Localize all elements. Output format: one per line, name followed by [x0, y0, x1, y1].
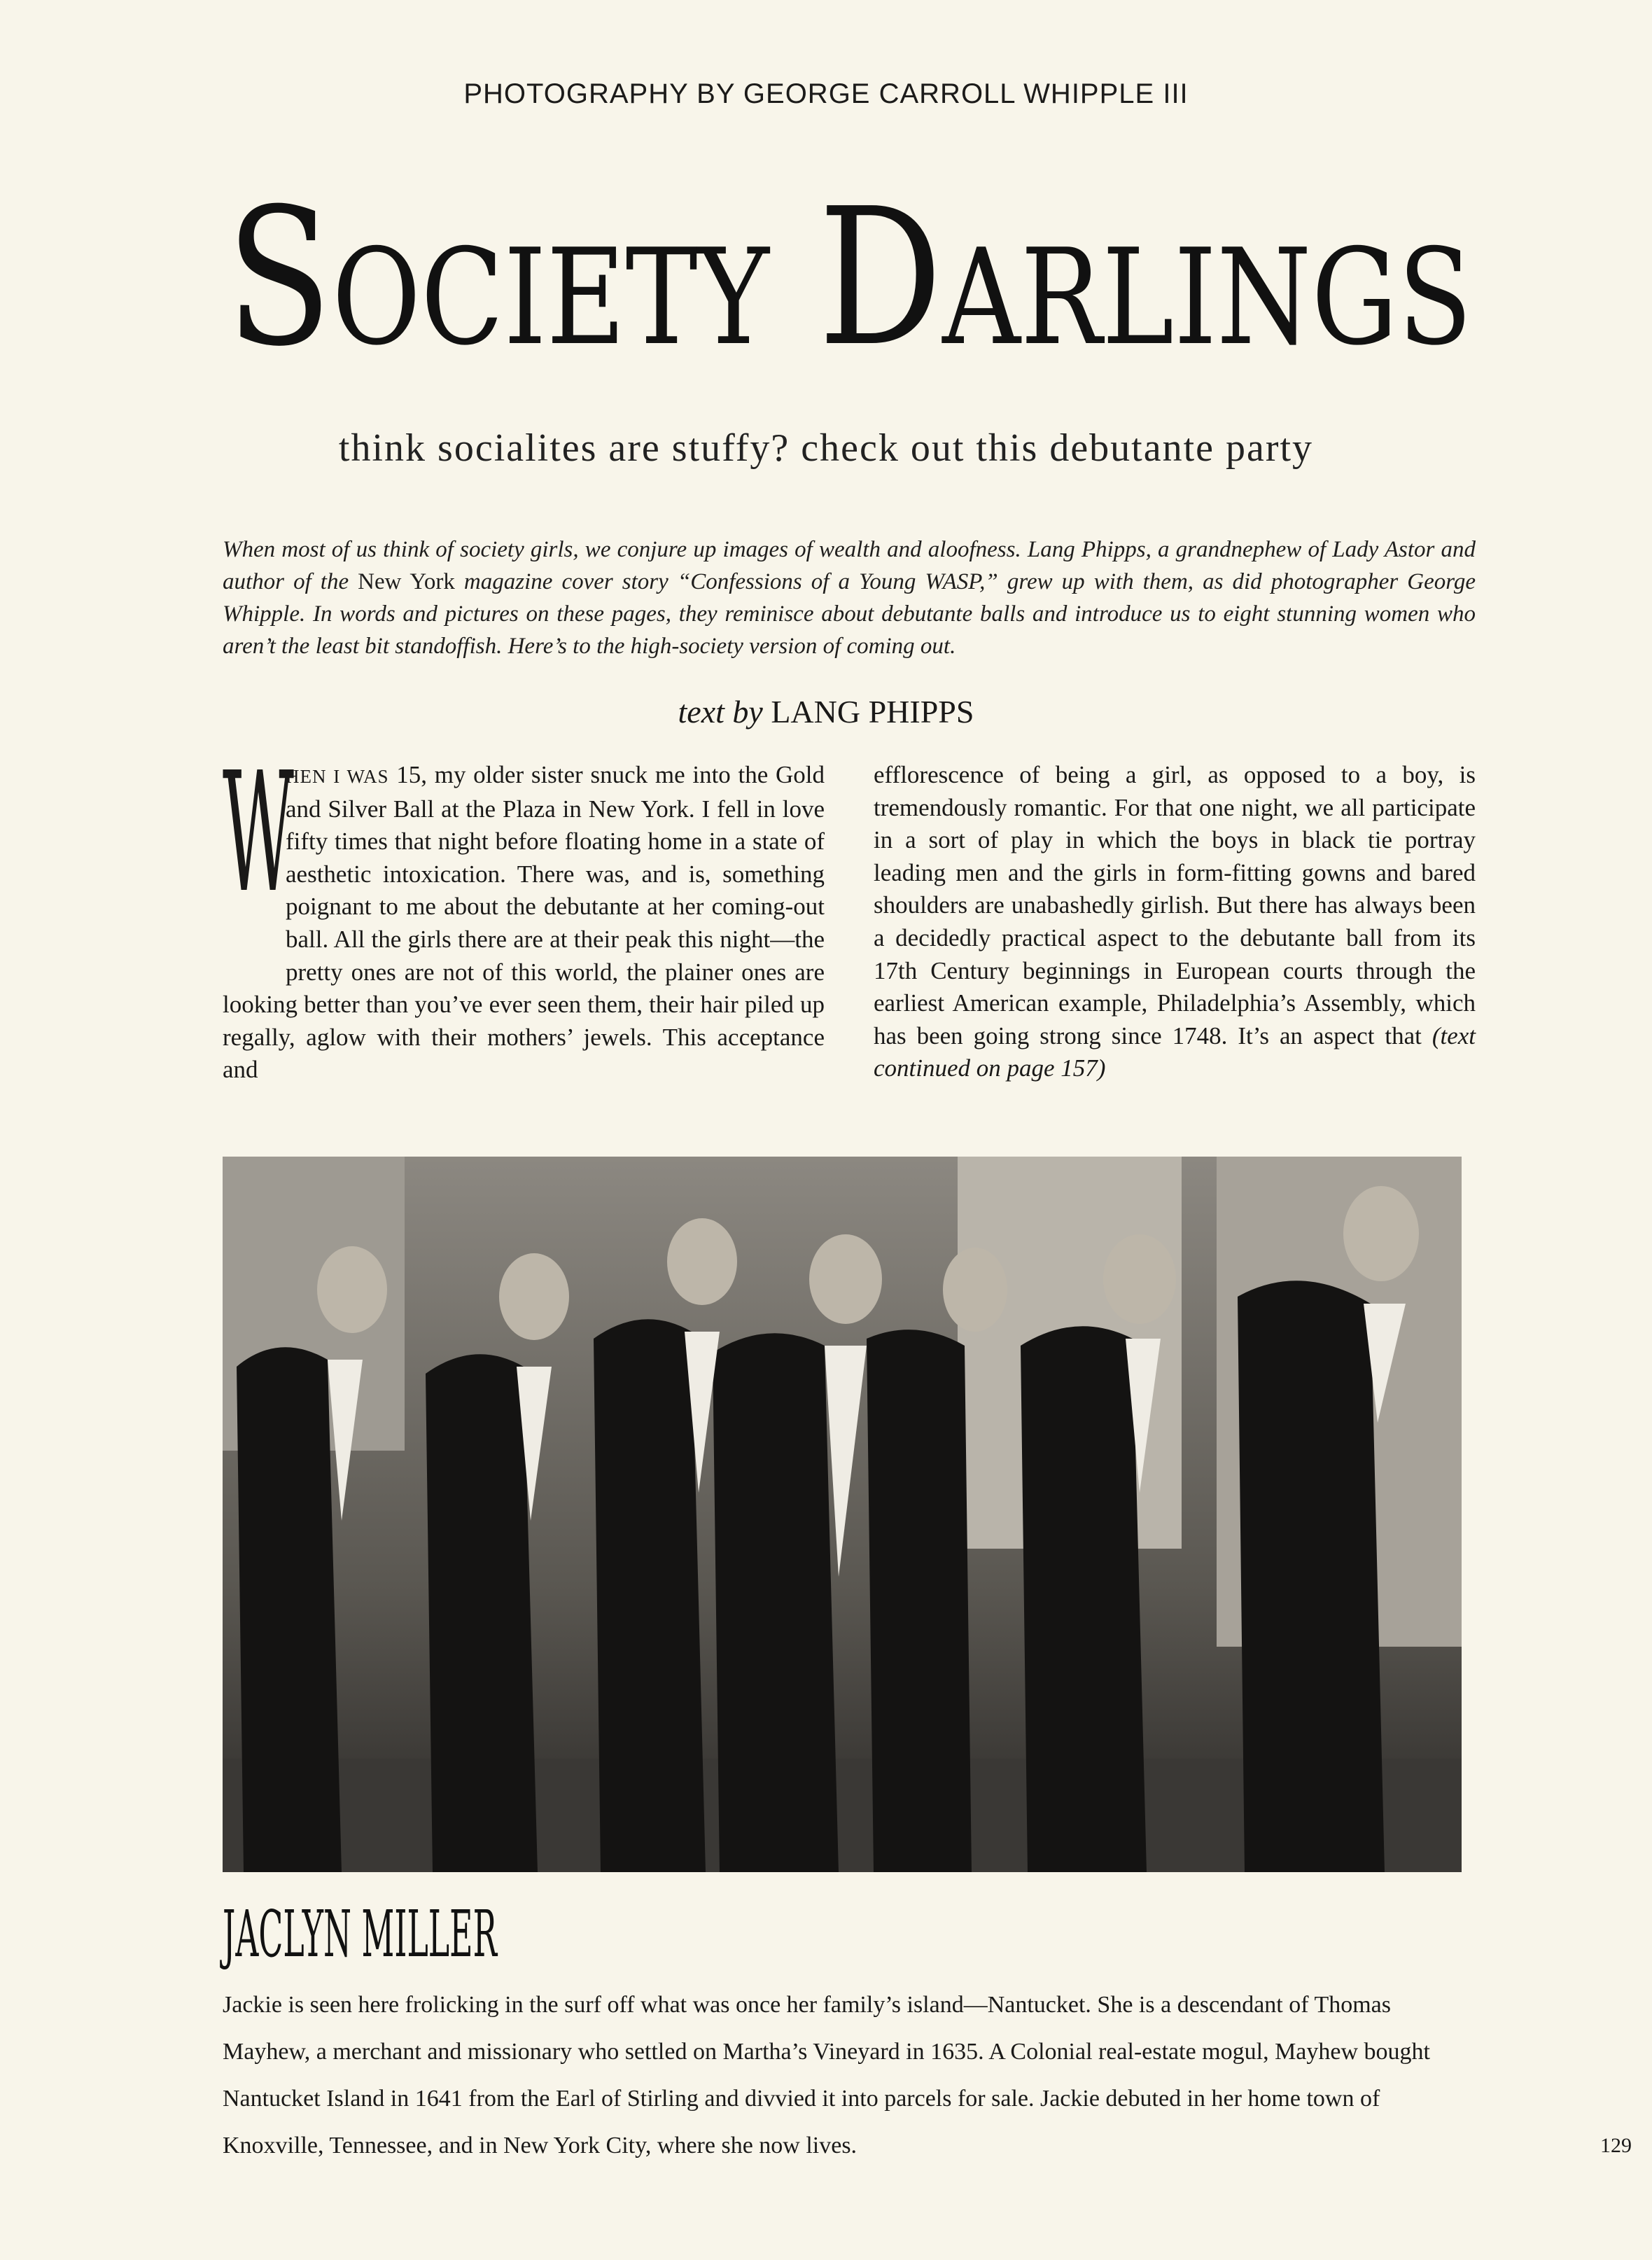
dek: think socialites are stuffy? check out this debutante party — [338, 426, 1314, 470]
body-column-right — [874, 759, 1476, 1085]
intro-paragraph — [223, 533, 1476, 662]
intro-part2: magazine cover story “Confessions of a Young WASP,” grew up with them, as did photographer George Whipple. In words and pictures on these pages, they reminisce about debutante balls and introduce us to eight stunning women who aren’t the least bit standoffish. Here’s to the high-society version of coming out. — [223, 569, 1476, 659]
body-left-text: 15, my older sister snuck me into the Gold and Silver Ball at the Plaza in New York. I fell in love fifty times that night before floating home in a state of aesthetic intoxication. There was, and is, something poignant to me about the debutante at her coming-out ball. All the girls there are at their peak this night—the pretty ones are not of this world, the plainer ones are looking better than you’ve ever seen them, their hair piled up regally, aglow with their mothers’ jewels. This acceptance and — [223, 761, 825, 1084]
byline-prefix: text by — [678, 694, 763, 730]
lead-smallcaps: HEN I WAS — [286, 766, 389, 787]
drop-cap: W — [223, 737, 294, 929]
byline — [0, 693, 1652, 730]
intro-magazine: New York — [358, 569, 455, 594]
body-right-text: efflorescence of being a girl, as opposed to a boy, is tremendously romantic. For that one night, we all participate in a sort of play in which the boys in black tie portray leading men and the girls in form-fitting gowns and bared shoulders are unabashedly girlish. But there has always been a decidedly practical aspect to the debutante ball from its 17th Century beginnings in European courts through the earliest American example, Philadelphia’s Assembly, which has been going strong since 1748. It’s an aspect that — [874, 761, 1476, 1049]
body-column-left — [223, 737, 825, 1087]
caption-name-text: JACLYN MILLER — [220, 1897, 498, 1972]
byline-author: LANG PHIPPS — [771, 694, 974, 730]
intro-part1: When most of us think of society girls, we conjure up images of wealth and aloofness. Lang Phipps, a grandnephew of Lady Astor and author of the — [223, 537, 1476, 594]
caption-name — [220, 1897, 643, 1972]
headline — [223, 167, 1476, 405]
page-number: 129 — [1600, 2134, 1632, 2157]
photo-credit: PHOTOGRAPHY BY GEORGE CARROLL WHIPPLE III — [463, 78, 1189, 109]
group-photo — [223, 1157, 1462, 1872]
caption-text: Jackie is seen here frolicking in the surf off what was once her family’s island—Nantucket. She is a descendant of Thomas Mayhew, a merchant and missionary who settled on Martha’s Vineyard in 1635. A Colonial real-estate mogul, Mayhew bought Nantucket Island in 1641 from the Earl of Stirling and divvied it into parcels for sale. Jackie debuted in her home town of Knoxville, Tennessee, and in New York City, where she now lives. — [223, 1992, 1430, 2158]
continued-note: (text continued on page 157) — [874, 1021, 1476, 1082]
headline-text: Society Darlings — [226, 167, 1472, 388]
